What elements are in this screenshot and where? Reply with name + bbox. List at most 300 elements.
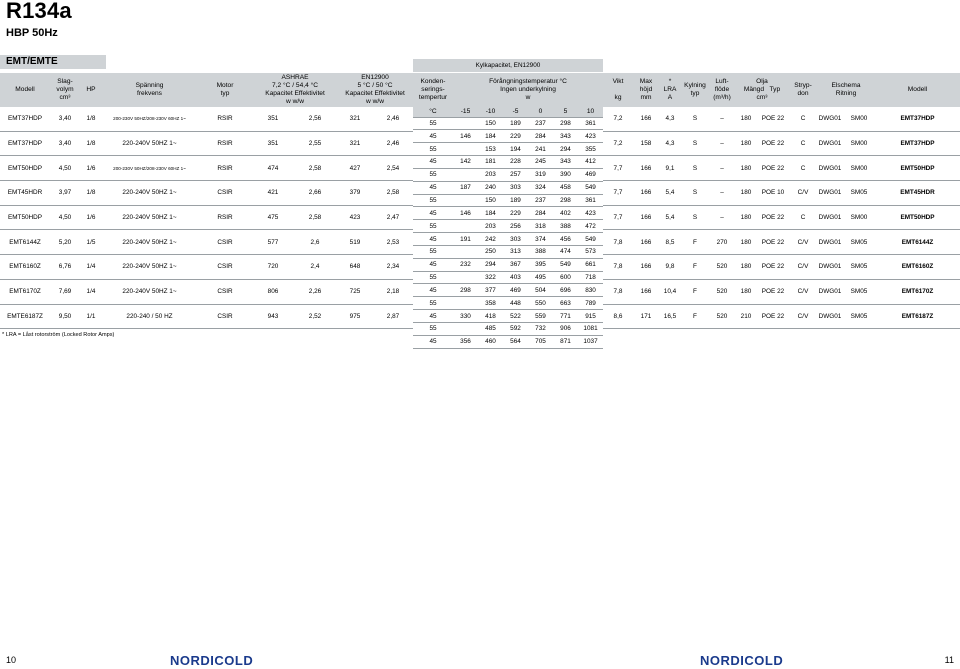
col-modell-right: Modell	[907, 85, 928, 93]
lra-cell: 5,4	[659, 205, 681, 230]
spec-row-right	[603, 230, 960, 255]
hojd-cell: 166	[633, 181, 659, 206]
voltage-cell: 200-230V 50HZ/208-230V 60HZ 1~	[102, 107, 197, 131]
capacity-row-45	[413, 284, 603, 297]
capacity-row-55	[413, 323, 603, 336]
capacity-cell: 245	[528, 156, 553, 169]
olja-mangd-cell: 180	[735, 205, 757, 230]
capacity-row-45	[413, 310, 603, 323]
capacity-cell: 228	[503, 156, 528, 169]
elschema-cell: DWG01	[817, 156, 843, 181]
hp-cell: 1/1	[80, 304, 102, 329]
en-capacity-cell: 519	[337, 230, 373, 255]
capacity-row-55	[413, 168, 603, 181]
page-subtitle: HBP 50Hz	[6, 27, 58, 39]
hojd-cell: 166	[633, 205, 659, 230]
capacity-cell: 189	[503, 117, 528, 130]
capacity-cell: 298	[553, 117, 578, 130]
slagvolym-cell: 3,40	[50, 131, 80, 156]
temp-col: 5	[563, 107, 568, 115]
motor-cell: CSIR	[197, 230, 253, 255]
capacity-row-55	[413, 117, 603, 130]
voltage-cell: 220-240V 50HZ 1~	[102, 255, 197, 280]
capacity-cell: 356	[453, 335, 478, 348]
kond-temp-cell: 45	[413, 310, 453, 323]
hojd-cell: 166	[633, 230, 659, 255]
capacity-cell: 150	[478, 117, 503, 130]
ritning-cell: SM00	[843, 107, 875, 131]
hp-cell: 1/4	[80, 279, 102, 304]
page-number-left: 10	[6, 655, 17, 665]
kond-temp-cell: 55	[413, 271, 453, 284]
capacity-row-45	[413, 233, 603, 246]
olja-typ-cell: POE 22	[757, 230, 789, 255]
capacity-cell: 592	[503, 323, 528, 336]
col-luftflode: Luft- flöde (m³/h)	[713, 77, 731, 102]
vikt-cell: 7,2	[603, 131, 633, 156]
capacity-cell: 322	[478, 271, 503, 284]
mid-temp-row	[413, 107, 603, 117]
capacity-cell: 150	[478, 194, 503, 207]
slagvolym-cell: 6,76	[50, 255, 80, 280]
ritning-cell: SM00	[843, 156, 875, 181]
col-en12900: EN12900 5 °C / 50 °C Kapacitet Effektivitet w w/w	[345, 73, 405, 106]
capacity-cell: 229	[503, 130, 528, 143]
voltage-cell: 220-240 / 50 HZ	[102, 304, 197, 329]
capacity-cell: 402	[553, 207, 578, 220]
slagvolym-cell: 7,69	[50, 279, 80, 304]
ritning-cell: SM05	[843, 279, 875, 304]
olja-typ-cell: POE 22	[757, 107, 789, 131]
capacity-cell: 458	[553, 181, 578, 194]
strypdon-cell: C/V	[789, 255, 817, 280]
strypdon-cell: C/V	[789, 304, 817, 329]
model-cell: EMT37HDP	[0, 107, 50, 131]
spec-row	[0, 107, 413, 131]
capacity-cell: 237	[528, 194, 553, 207]
slagvolym-cell: 4,50	[50, 205, 80, 230]
olja-mangd-cell: 180	[735, 181, 757, 206]
kond-temp-cell: 45	[413, 258, 453, 271]
kond-temp-cell: 45	[413, 181, 453, 194]
capacity-row-45	[413, 258, 603, 271]
strypdon-cell: C	[789, 205, 817, 230]
en-efficiency-cell: 2,18	[373, 279, 413, 304]
capacity-cell: 403	[503, 271, 528, 284]
col-elschema: Elschema Ritning	[831, 81, 861, 97]
capacity-cell: 330	[453, 310, 478, 323]
capacity-cell: 229	[503, 207, 528, 220]
voltage-cell: 220-240V 50HZ 1~	[102, 131, 197, 156]
capacity-cell: 485	[478, 323, 503, 336]
hp-cell: 1/6	[80, 205, 102, 230]
strypdon-cell: C/V	[789, 279, 817, 304]
luftflode-cell: –	[709, 107, 735, 131]
capacity-cell: 388	[528, 245, 553, 258]
model-right-cell: EMT6160Z	[875, 255, 960, 280]
ashrae-capacity-cell: 351	[253, 131, 293, 156]
kond-temp-cell: 45	[413, 130, 453, 143]
capacity-cell: 771	[553, 310, 578, 323]
left-header-row	[0, 73, 413, 107]
voltage-cell: 220-240V 50HZ 1~	[102, 230, 197, 255]
capacity-cell: 495	[528, 271, 553, 284]
capacity-cell: 284	[528, 207, 553, 220]
model-right-cell: EMT50HDP	[875, 205, 960, 230]
lra-cell: 9,8	[659, 255, 681, 280]
spec-row-right	[603, 156, 960, 181]
capacity-cell: 237	[528, 117, 553, 130]
capacity-cell: 367	[503, 258, 528, 271]
strypdon-cell: C	[789, 131, 817, 156]
capacity-cell: 412	[578, 156, 603, 169]
elschema-cell: DWG01	[817, 107, 843, 131]
luftflode-cell: –	[709, 131, 735, 156]
section-label: EMT/EMTE	[0, 55, 106, 69]
right-spec-table	[603, 73, 960, 329]
capacity-cell: 423	[578, 207, 603, 220]
spec-row-right	[603, 131, 960, 156]
col-hojd: Max höjd mm	[639, 77, 653, 102]
olja-mangd-cell: 180	[735, 156, 757, 181]
en-efficiency-cell: 2,34	[373, 255, 413, 280]
capacity-cell: 600	[553, 271, 578, 284]
temp-col: -15	[460, 107, 471, 115]
capacity-cell: 472	[578, 220, 603, 233]
capacity-row-45	[413, 156, 603, 169]
vikt-cell: 7,7	[603, 205, 633, 230]
capacity-cell: 522	[503, 310, 528, 323]
capacity-cell: 184	[478, 207, 503, 220]
luftflode-cell: 520	[709, 255, 735, 280]
en-capacity-cell: 975	[337, 304, 373, 329]
col-strypdon: Stryp- don	[794, 81, 812, 97]
ritning-cell: SM00	[843, 205, 875, 230]
en-capacity-cell: 725	[337, 279, 373, 304]
ashrae-efficiency-cell: 2,58	[293, 156, 337, 181]
elschema-cell: DWG01	[817, 230, 843, 255]
capacity-row-55	[413, 271, 603, 284]
capacity-cell: 343	[553, 130, 578, 143]
kond-temp-cell: 55	[413, 323, 453, 336]
capacity-cell: 303	[503, 233, 528, 246]
strypdon-cell: C	[789, 156, 817, 181]
spec-row	[0, 255, 413, 280]
spec-row-right	[603, 255, 960, 280]
kylning-cell: F	[681, 304, 709, 329]
capacity-cell: 189	[503, 194, 528, 207]
ashrae-efficiency-cell: 2,56	[293, 107, 337, 131]
spec-row	[0, 279, 413, 304]
capacity-cell: 146	[453, 130, 478, 143]
capacity-cell: 240	[478, 181, 503, 194]
capacity-cell: 303	[503, 181, 528, 194]
model-right-cell: EMT6170Z	[875, 279, 960, 304]
ashrae-efficiency-cell: 2,66	[293, 181, 337, 206]
lra-cell: 4,3	[659, 131, 681, 156]
capacity-cell: 789	[578, 297, 603, 310]
en-efficiency-cell: 2,54	[373, 156, 413, 181]
en-efficiency-cell: 2,87	[373, 304, 413, 329]
motor-cell: CSIR	[197, 255, 253, 280]
capacity-cell: 355	[578, 143, 603, 156]
vikt-cell: 7,8	[603, 255, 633, 280]
spec-row-right	[603, 304, 960, 329]
capacity-cell: 187	[453, 181, 478, 194]
kond-temp-cell: 55	[413, 117, 453, 130]
en-capacity-cell: 423	[337, 205, 373, 230]
motor-cell: CSIR	[197, 279, 253, 304]
temp-col: -10	[485, 107, 496, 115]
capacity-cell: 550	[528, 297, 553, 310]
elschema-cell: DWG01	[817, 304, 843, 329]
lra-cell: 9,1	[659, 156, 681, 181]
col-hp: HP	[86, 85, 96, 93]
col-forangning: Förångningstemperatur °C Ingen underkylning w	[489, 77, 567, 102]
capacity-cell: 906	[553, 323, 578, 336]
capacity-cell: 256	[503, 220, 528, 233]
voltage-cell: 220-240V 50HZ 1~	[102, 205, 197, 230]
luftflode-cell: 520	[709, 279, 735, 304]
capacity-cell: 564	[503, 335, 528, 348]
ritning-cell: SM05	[843, 255, 875, 280]
capacity-row-45	[413, 130, 603, 143]
hp-cell: 1/8	[80, 181, 102, 206]
capacity-cell	[453, 297, 478, 310]
capacity-cell: 388	[553, 220, 578, 233]
right-header-row	[603, 73, 960, 107]
capacity-cell: 361	[578, 194, 603, 207]
en-capacity-cell: 427	[337, 156, 373, 181]
col-kondensering: Konden- serings- tempertur	[418, 77, 448, 102]
ritning-cell: SM05	[843, 304, 875, 329]
capacity-cell: 830	[578, 284, 603, 297]
capacity-cell: 377	[478, 284, 503, 297]
capacity-cell	[453, 168, 478, 181]
olja-mangd-cell: 210	[735, 304, 757, 329]
kond-temp-cell: 55	[413, 168, 453, 181]
kylning-cell: S	[681, 131, 709, 156]
capacity-cell	[453, 117, 478, 130]
capacity-cell: 294	[553, 143, 578, 156]
capacity-row-55	[413, 220, 603, 233]
model-cell: EMT50HDP	[0, 205, 50, 230]
capacity-row-55	[413, 194, 603, 207]
hp-cell: 1/8	[80, 131, 102, 156]
ashrae-capacity-cell: 475	[253, 205, 293, 230]
capacity-cell: 456	[553, 233, 578, 246]
en-efficiency-cell: 2,58	[373, 181, 413, 206]
capacity-cell: 460	[478, 335, 503, 348]
col-lra: * LRA A	[663, 77, 677, 102]
capacity-cell: 374	[528, 233, 553, 246]
capacity-cell: 191	[453, 233, 478, 246]
capacity-cell	[453, 271, 478, 284]
capacity-cell: 146	[453, 207, 478, 220]
model-cell: EMT6144Z	[0, 230, 50, 255]
capacity-cell: 184	[478, 130, 503, 143]
kond-temp-cell: 45	[413, 207, 453, 220]
motor-cell: RSIR	[197, 205, 253, 230]
capacity-cell	[453, 245, 478, 258]
col-modell: Modell	[15, 85, 35, 93]
elschema-cell: DWG01	[817, 181, 843, 206]
lra-cell: 16,5	[659, 304, 681, 329]
capacity-cell: 871	[553, 335, 578, 348]
voltage-cell: 200-230V 50HZ/208-230V 60HZ 1~	[102, 156, 197, 181]
model-right-cell: EMT6187Z	[875, 304, 960, 329]
olja-mangd-cell: 180	[735, 107, 757, 131]
motor-cell: RSIR	[197, 131, 253, 156]
model-right-cell: EMT50HDP	[875, 156, 960, 181]
mid-header-row	[413, 73, 603, 107]
hp-cell: 1/6	[80, 156, 102, 181]
model-right-cell: EMT6144Z	[875, 230, 960, 255]
capacity-cell: 242	[478, 233, 503, 246]
capacity-cell: 423	[578, 130, 603, 143]
strypdon-cell: C	[789, 107, 817, 131]
slagvolym-cell: 3,40	[50, 107, 80, 131]
hp-cell: 1/8	[80, 107, 102, 131]
model-right-cell: EMT37HDP	[875, 107, 960, 131]
col-olja: Olja Mängd Typ cm³	[743, 77, 781, 102]
olja-mangd-cell: 180	[735, 131, 757, 156]
kylning-cell: S	[681, 156, 709, 181]
capacity-cell: 469	[578, 168, 603, 181]
en-capacity-cell: 321	[337, 107, 373, 131]
en-efficiency-cell: 2,46	[373, 107, 413, 131]
capacity-cell: 257	[503, 168, 528, 181]
capacity-cell: 232	[453, 258, 478, 271]
capacity-row-55	[413, 245, 603, 258]
motor-cell: RSIR	[197, 107, 253, 131]
capacity-cell: 318	[528, 220, 553, 233]
ashrae-efficiency-cell: 2,6	[293, 230, 337, 255]
hojd-cell: 166	[633, 107, 659, 131]
brand-logo-left: NORDICOLD	[170, 653, 254, 668]
col-kylning: Kylning typ	[684, 81, 706, 97]
spec-row	[0, 205, 413, 230]
capacity-row-55	[413, 143, 603, 156]
kond-temp-cell: 45	[413, 156, 453, 169]
en-efficiency-cell: 2,47	[373, 205, 413, 230]
olja-mangd-cell: 180	[735, 230, 757, 255]
capacity-row-45	[413, 335, 603, 348]
capacity-cell: 1081	[578, 323, 603, 336]
vikt-cell: 8,6	[603, 304, 633, 329]
lra-cell: 10,4	[659, 279, 681, 304]
capacity-cell: 313	[503, 245, 528, 258]
olja-mangd-cell: 180	[735, 279, 757, 304]
en-efficiency-cell: 2,46	[373, 131, 413, 156]
capacity-row-55	[413, 297, 603, 310]
capacity-cell: 418	[478, 310, 503, 323]
capacity-cell: 696	[553, 284, 578, 297]
capacity-cell: 549	[553, 258, 578, 271]
kond-temp-cell: 45	[413, 335, 453, 348]
capacity-cell: 661	[578, 258, 603, 271]
capacity-cell: 663	[553, 297, 578, 310]
vikt-cell: 7,8	[603, 279, 633, 304]
kond-temp-cell: 55	[413, 220, 453, 233]
kond-temp-cell: 55	[413, 297, 453, 310]
capacity-cell: 732	[528, 323, 553, 336]
ritning-cell: SM00	[843, 131, 875, 156]
capacity-cell: 504	[528, 284, 553, 297]
ritning-cell: SM05	[843, 230, 875, 255]
model-cell: EMT6170Z	[0, 279, 50, 304]
capacity-cell: 142	[453, 156, 478, 169]
capacity-cell: 153	[478, 143, 503, 156]
temp-col: 0	[538, 107, 543, 115]
model-right-cell: EMT45HDR	[875, 181, 960, 206]
capacity-cell: 361	[578, 117, 603, 130]
voltage-cell: 220-240V 50HZ 1~	[102, 279, 197, 304]
kylning-cell: F	[681, 230, 709, 255]
model-cell: EMT50HDP	[0, 156, 50, 181]
temp-col: -5	[512, 107, 519, 115]
capacity-cell: 469	[503, 284, 528, 297]
capacity-cell: 705	[528, 335, 553, 348]
spec-row	[0, 156, 413, 181]
kylning-cell: S	[681, 107, 709, 131]
col-kond-unit: °C	[429, 107, 437, 115]
capacity-cell: 549	[578, 233, 603, 246]
olja-typ-cell: POE 22	[757, 304, 789, 329]
model-cell: EMT37HDP	[0, 131, 50, 156]
model-cell: EMTE6187Z	[0, 304, 50, 329]
spec-row-right	[603, 205, 960, 230]
spec-row	[0, 131, 413, 156]
olja-typ-cell: POE 22	[757, 131, 789, 156]
ritning-cell: SM05	[843, 181, 875, 206]
page-title: R134a	[6, 0, 72, 23]
capacity-cell: 390	[553, 168, 578, 181]
capacity-cell: 324	[528, 181, 553, 194]
capacity-cell: 298	[553, 194, 578, 207]
vikt-cell: 7,7	[603, 181, 633, 206]
vikt-cell: 7,2	[603, 107, 633, 131]
olja-typ-cell: POE 10	[757, 181, 789, 206]
spec-row-right	[603, 279, 960, 304]
capacity-cell: 181	[478, 156, 503, 169]
hojd-cell: 166	[633, 255, 659, 280]
capacity-cell: 194	[503, 143, 528, 156]
hojd-cell: 171	[633, 304, 659, 329]
kylning-cell: S	[681, 205, 709, 230]
spec-row-right	[603, 181, 960, 206]
olja-typ-cell: POE 22	[757, 255, 789, 280]
olja-mangd-cell: 180	[735, 255, 757, 280]
lra-cell: 5,4	[659, 181, 681, 206]
page-number-right: 11	[944, 655, 954, 665]
kond-temp-cell: 45	[413, 284, 453, 297]
capacity-cell	[453, 323, 478, 336]
ashrae-efficiency-cell: 2,26	[293, 279, 337, 304]
col-slagvolym: Slag- volym cm³	[56, 77, 74, 102]
ashrae-capacity-cell: 577	[253, 230, 293, 255]
luftflode-cell: –	[709, 205, 735, 230]
capacity-cell: 294	[478, 258, 503, 271]
col-spanning: Spänning frekvens	[135, 81, 164, 97]
capacity-cell: 1037	[578, 335, 603, 348]
olja-typ-cell: POE 22	[757, 156, 789, 181]
kond-temp-cell: 55	[413, 194, 453, 207]
kylkapacitet-header: Kylkapacitet, EN12900	[413, 59, 603, 73]
ashrae-efficiency-cell: 2,55	[293, 131, 337, 156]
ashrae-capacity-cell: 474	[253, 156, 293, 181]
capacity-cell: 549	[578, 181, 603, 194]
